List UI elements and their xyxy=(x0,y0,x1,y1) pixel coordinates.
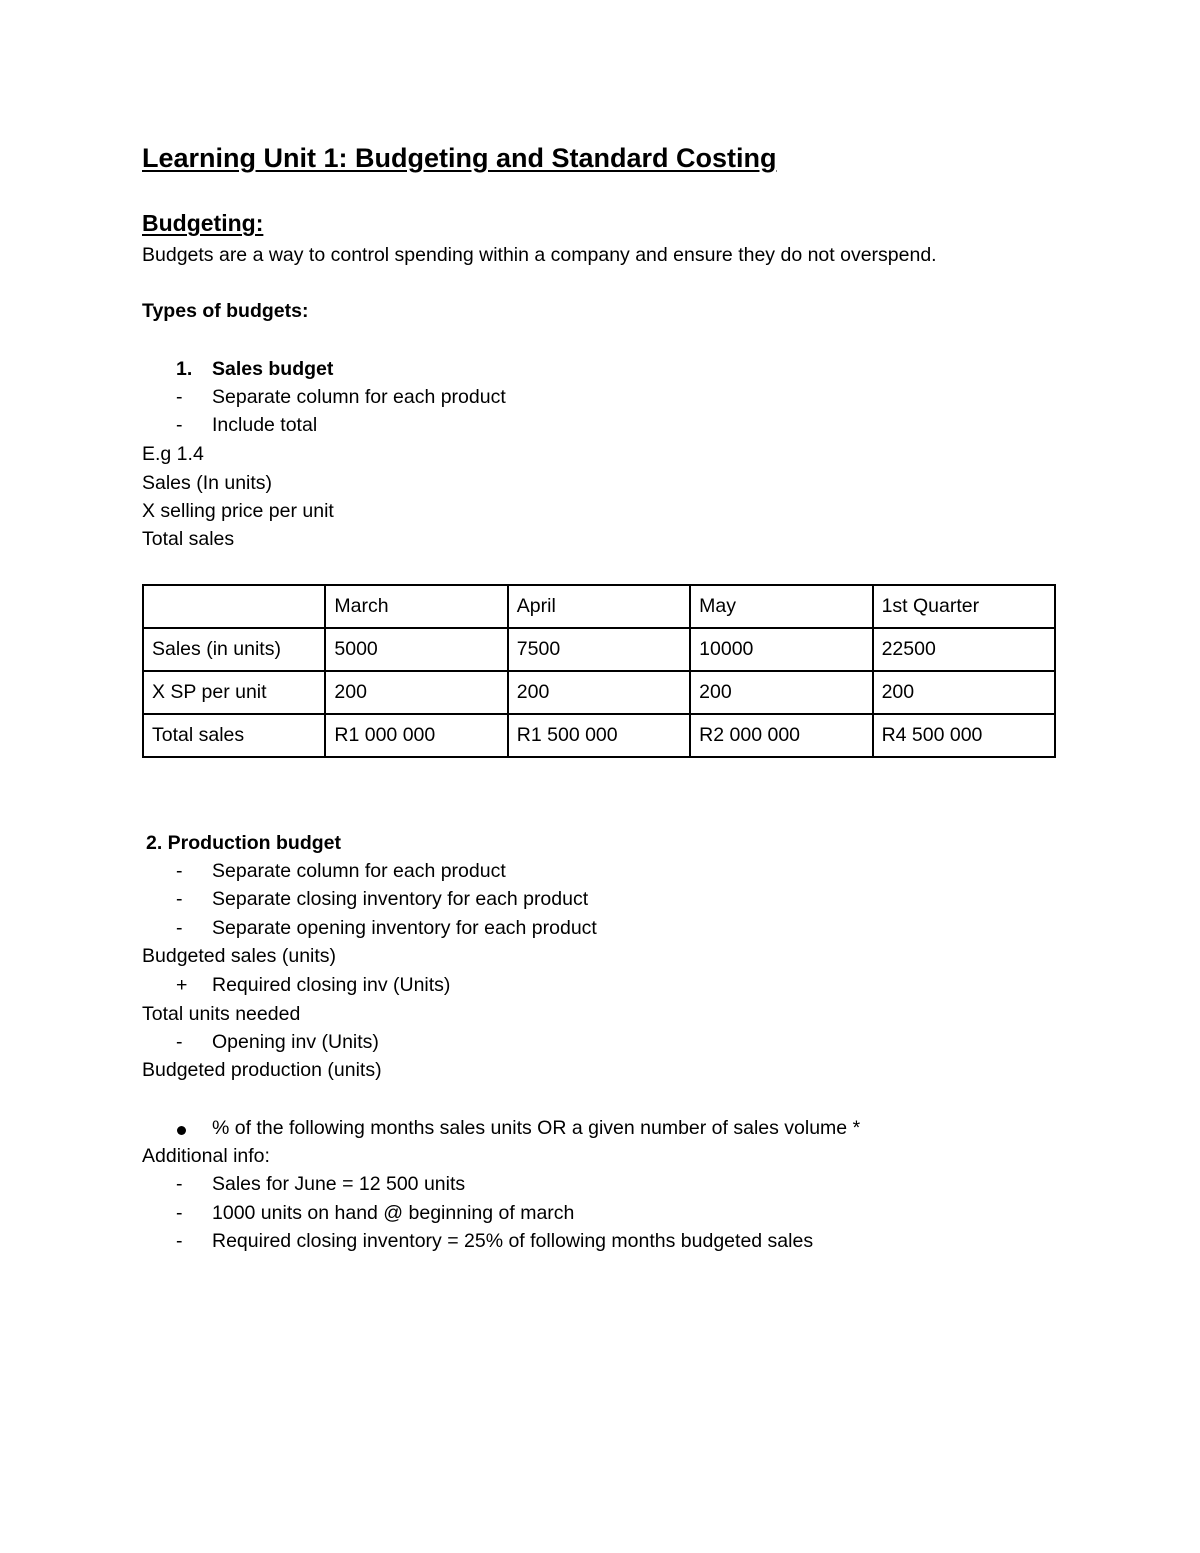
table-cell: 200 xyxy=(873,671,1055,714)
list-item: Separate column for each product xyxy=(212,386,506,408)
sales-budget-table xyxy=(142,584,1056,758)
calc-total-needed: Total units needed xyxy=(142,1003,301,1025)
example-line: Total sales xyxy=(142,528,235,550)
plus-marker: + xyxy=(176,974,188,996)
list-item: Include total xyxy=(212,414,318,436)
list-marker: - xyxy=(176,888,183,910)
list-item: Separate column for each product xyxy=(212,860,506,882)
table-header-cell: 1st Quarter xyxy=(873,585,1055,628)
table-header-cell: April xyxy=(508,585,690,628)
table-cell: R2 000 000 xyxy=(690,714,872,757)
example-line: Sales (In units) xyxy=(142,472,273,494)
table-cell: X SP per unit xyxy=(143,671,325,714)
calc-closing-inv: Required closing inv (Units) xyxy=(212,974,451,996)
table-cell: 10000 xyxy=(690,628,872,671)
production-note: % of the following months sales units OR a given number of sales volume * xyxy=(212,1117,861,1139)
calc-budgeted-production: Budgeted production (units) xyxy=(142,1059,382,1081)
table-row xyxy=(143,714,1055,757)
table-cell: 200 xyxy=(325,671,507,714)
list-item: 1000 units on hand @ beginning of march xyxy=(212,1202,575,1224)
calc-budgeted-sales: Budgeted sales (units) xyxy=(142,945,337,967)
list-item: Required closing inventory = 25% of following months budgeted sales xyxy=(212,1230,814,1252)
table-cell: 5000 xyxy=(325,628,507,671)
table-row xyxy=(143,671,1055,714)
table-row xyxy=(143,628,1055,671)
page-title: Learning Unit 1: Budgeting and Standard Costing xyxy=(142,143,777,173)
table-cell: 7500 xyxy=(508,628,690,671)
bullet-dot-icon xyxy=(177,1126,186,1135)
list-marker: - xyxy=(176,917,183,939)
table-cell: 200 xyxy=(508,671,690,714)
table-cell: R1 500 000 xyxy=(508,714,690,757)
table-cell: R1 000 000 xyxy=(325,714,507,757)
types-heading: Types of budgets: xyxy=(142,300,309,322)
table-header-cell: May xyxy=(690,585,872,628)
table-header-row xyxy=(143,585,1055,628)
minus-marker: - xyxy=(176,1031,183,1053)
section-heading-budgeting: Budgeting: xyxy=(142,210,264,236)
table-cell: R4 500 000 xyxy=(873,714,1055,757)
table-cell: 22500 xyxy=(873,628,1055,671)
table-cell: 200 xyxy=(690,671,872,714)
list-marker: - xyxy=(176,414,183,436)
list-marker: - xyxy=(176,1202,183,1224)
list-marker: - xyxy=(176,1230,183,1252)
calc-opening-inv: Opening inv (Units) xyxy=(212,1031,379,1053)
example-line: X selling price per unit xyxy=(142,500,334,522)
table-cell: Total sales xyxy=(143,714,325,757)
list-marker: - xyxy=(176,386,183,408)
list-marker: - xyxy=(176,1173,183,1195)
list-marker: - xyxy=(176,860,183,882)
sales-budget-heading: Sales budget xyxy=(212,358,334,380)
list-item: Sales for June = 12 500 units xyxy=(212,1173,466,1195)
table-header-cell: March xyxy=(325,585,507,628)
list-item: Separate closing inventory for each product xyxy=(212,888,589,910)
intro-paragraph: Budgets are a way to control spending within a company and ensure they do not overspend. xyxy=(142,244,937,266)
production-budget-heading: 2. Production budget xyxy=(146,832,341,854)
sales-budget-number: 1. xyxy=(176,358,193,380)
additional-info-heading: Additional info: xyxy=(142,1145,270,1167)
table-cell: Sales (in units) xyxy=(143,628,325,671)
example-line: E.g 1.4 xyxy=(142,443,204,465)
table-header-cell xyxy=(143,585,325,628)
list-item: Separate opening inventory for each product xyxy=(212,917,597,939)
